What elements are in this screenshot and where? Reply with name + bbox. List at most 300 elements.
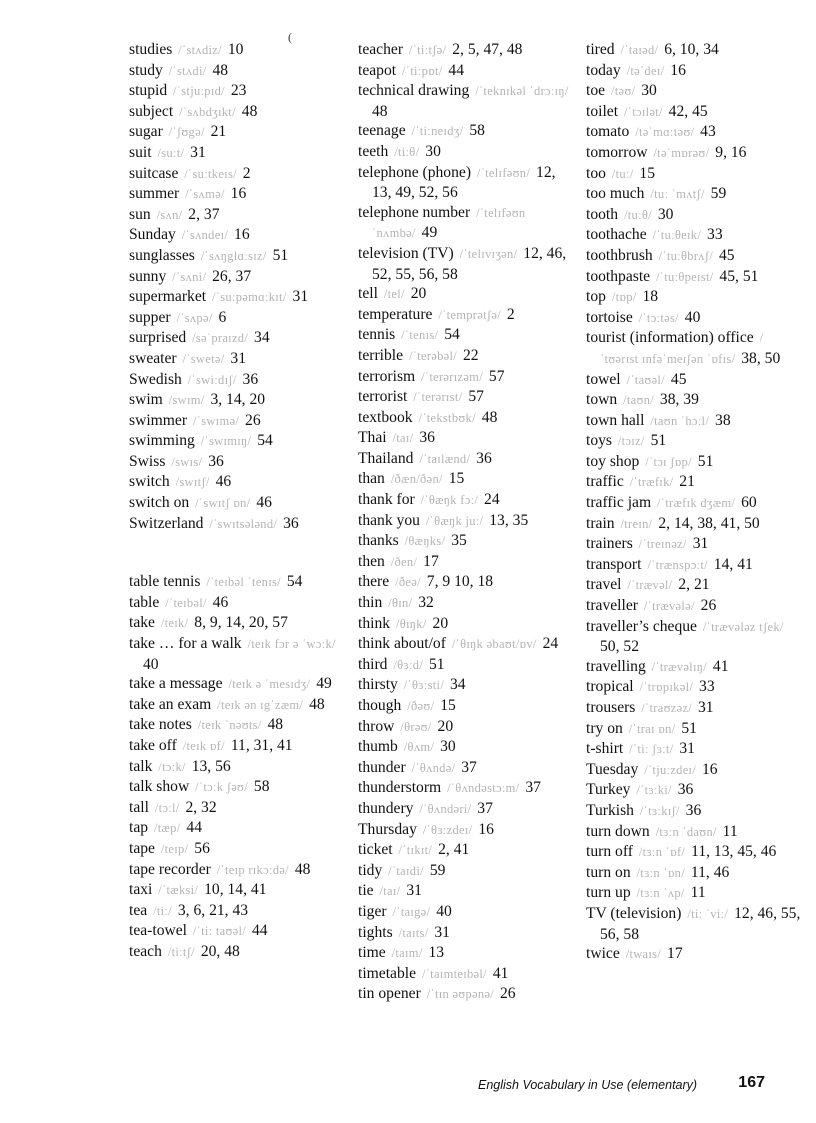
page-refs: 38 (715, 411, 731, 429)
headword: teacher (358, 41, 404, 58)
headword: tomato (586, 123, 630, 141)
headword: sugar (129, 123, 163, 141)
page-refs: 26 (499, 985, 516, 1003)
headword: throw (358, 717, 395, 735)
headword: turn up (586, 884, 631, 902)
pronunciation: /ˈtiːtʃə/ (408, 43, 447, 57)
headword: think about/of (358, 635, 446, 653)
pronunciation: /ˈtuːθeɪk/ (652, 228, 702, 243)
page-refs: 56 (194, 839, 210, 857)
pronunciation: /ˈtʊərɪst ɪnfəˈmeɪʃən ˈɒfɪs/ (600, 331, 764, 366)
headword: tomorrow (586, 143, 648, 161)
pronunciation: /ˈtraʊzəz/ (641, 701, 693, 715)
headword: summer (129, 185, 180, 203)
index-entry (129, 472, 344, 493)
pronunciation: /ˈθɪŋk əbaʊt/ɒv/ (451, 637, 537, 652)
index-entry (129, 921, 344, 942)
page-refs: 10 (227, 41, 244, 58)
pronunciation: /təʊ/ (610, 84, 636, 99)
pronunciation: /tiː ˈviː/ (687, 906, 729, 921)
index-entry (358, 593, 573, 614)
index-entry (129, 901, 344, 922)
page-refs: 49 (421, 224, 438, 242)
page-refs: 17 (667, 945, 683, 963)
page-refs: 37 (477, 799, 493, 817)
page-refs: 54 (286, 573, 303, 591)
index-entry (129, 122, 344, 143)
pronunciation: /ˈtiːpɒt/ (402, 63, 443, 78)
page-refs: 21 (679, 473, 695, 491)
page-refs: 48 (294, 860, 311, 878)
headword: traveller (586, 597, 638, 615)
index-entry (129, 572, 344, 593)
pronunciation: /θrəʊ/ (400, 719, 432, 734)
index-column-3 (586, 40, 801, 965)
page-refs: 30 (641, 82, 657, 100)
pronunciation: /ˈtɔɪ ʃɒp/ (645, 454, 692, 469)
headword: try on (586, 719, 623, 737)
headword: twice (586, 945, 620, 963)
page-refs: 6 (218, 308, 227, 326)
headword: taxi (129, 881, 153, 899)
index-entry (129, 328, 344, 349)
page-refs: 46 (215, 473, 232, 491)
pronunciation: /ˈtɔːk ʃəʊ/ (195, 780, 248, 795)
index-entry (129, 880, 344, 901)
pronunciation: /tɜːn ˈdaʊn/ (655, 824, 717, 839)
headword: trainers (586, 535, 633, 553)
pronunciation: /ˈterəbəl/ (408, 348, 458, 363)
pronunciation: /təˈmɒrəʊ/ (653, 145, 710, 160)
page-refs: 44 (186, 819, 202, 837)
headword: ticket (358, 841, 393, 859)
pronunciation: /θɪn/ (388, 596, 413, 611)
index-entry (358, 531, 573, 552)
index-entry (586, 40, 801, 61)
headword: study (129, 61, 163, 79)
pronunciation: /ˈsʌŋglɑːsɪz/ (200, 248, 267, 263)
headword: tape recorder (129, 860, 211, 878)
index-entry (358, 203, 573, 244)
pronunciation: /tiː/ (153, 903, 172, 918)
index-entry (129, 695, 344, 716)
index-entry (129, 267, 344, 288)
page-refs: 51 (697, 452, 714, 470)
index-entry (586, 143, 801, 164)
index-entry (586, 493, 801, 514)
page-refs: 37 (525, 779, 541, 797)
pronunciation: /ˈtrævəl/ (627, 578, 673, 593)
headword: thank for (358, 491, 415, 509)
pronunciation: /ˈθʌndəri/ (419, 801, 472, 816)
pronunciation: /ˈteɪbəl ˈtenɪs/ (206, 575, 281, 590)
pronunciation: /ˈtɪkɪt/ (398, 843, 433, 858)
headword: tape (129, 839, 155, 857)
index-entry (586, 370, 801, 391)
index-entry (358, 902, 573, 923)
index-entry (358, 511, 573, 532)
headword: suit (129, 143, 152, 161)
index-entry (586, 760, 801, 781)
headword: though (358, 697, 402, 714)
page-refs: 60 (741, 494, 757, 512)
pronunciation: /ˈsʌmə/ (185, 187, 225, 202)
index-entry (586, 677, 801, 698)
index-entry (586, 81, 801, 102)
index-entry (586, 184, 801, 205)
pronunciation: /teɪk ɒf/ (182, 739, 225, 753)
page-refs: 48 (267, 716, 284, 734)
pronunciation: /ˈtɔɪlət/ (623, 104, 663, 119)
page-refs: 48 (309, 695, 325, 713)
page-refs: 2, 41 (438, 841, 470, 859)
page-refs: 16 (702, 760, 718, 778)
page-refs: 37 (461, 758, 477, 776)
index-entry (586, 822, 801, 843)
headword: trousers (586, 699, 636, 716)
index-entry (358, 758, 573, 779)
index-entry (129, 839, 344, 860)
index-entry (129, 715, 344, 736)
page-refs: 16 (670, 61, 686, 79)
index-entry (586, 780, 801, 801)
index-entry (586, 575, 801, 596)
page-refs: 34 (450, 676, 466, 694)
page-refs: 36 (242, 370, 259, 388)
pronunciation: /tɒp/ (611, 290, 637, 305)
stray-mark: ( (288, 30, 292, 44)
headword: sunglasses (129, 246, 195, 264)
headword: studies (129, 41, 173, 58)
index-entry (586, 308, 801, 329)
pronunciation: /ˈtræfɪk/ (629, 475, 674, 490)
index-entry (586, 205, 801, 226)
index-entry (586, 61, 801, 82)
page-refs: 21 (210, 123, 227, 141)
page-refs: 2, 21 (678, 576, 710, 594)
headword: toys (586, 432, 612, 450)
pronunciation: /ˈteɪbəl/ (165, 595, 207, 610)
headword: talk (129, 757, 153, 775)
pronunciation: /ˈsuːpəmɑːkɪt/ (211, 290, 287, 305)
page-refs: 2 (242, 164, 251, 182)
pronunciation: /təˈmɑːtəʊ/ (635, 125, 695, 140)
headword: telephone (phone) (358, 163, 472, 181)
headword: turn off (586, 843, 633, 861)
headword: turn down (586, 822, 650, 840)
index-entry (129, 370, 344, 391)
pronunciation: /ˈθɜːsti/ (403, 678, 445, 693)
pronunciation: /tɔɪz/ (617, 434, 645, 449)
pronunciation: /ˈsʌndeɪ/ (181, 228, 229, 243)
page-refs: 15 (639, 164, 655, 182)
index-entry (358, 614, 573, 635)
pronunciation: /ˈstjuːpɪd/ (173, 84, 225, 99)
pronunciation: /swɪs/ (171, 454, 203, 469)
pronunciation: /teɪk ən ɪgˈzæm/ (217, 697, 304, 712)
pronunciation: /ˈswiːdɪʃ/ (187, 372, 237, 387)
index-entry (358, 81, 573, 121)
page-refs: 45 (670, 370, 687, 388)
pronunciation: /ˈθʌndə/ (411, 760, 456, 775)
page-refs: 43 (700, 123, 716, 141)
headword: then (358, 552, 385, 570)
index-entry (358, 163, 573, 203)
pronunciation: /ˈstʌdiz/ (178, 43, 222, 57)
pronunciation: /teɪk fɔr ə ˈwɔːk/ (247, 637, 336, 652)
pronunciation: /ˈtaɪəd/ (620, 43, 659, 57)
index-entry (358, 449, 573, 470)
index-entry (129, 287, 344, 308)
index-entry (358, 820, 573, 841)
page-refs: 12, 13, 49, 52, 56 (372, 163, 556, 202)
pronunciation: /taɪ/ (392, 431, 414, 446)
page-refs: 44 (448, 61, 465, 79)
index-entry (129, 818, 344, 839)
headword: tiger (358, 902, 387, 920)
headword: swim (129, 391, 163, 409)
index-entry (129, 757, 344, 778)
headword: tall (129, 798, 149, 816)
pronunciation: /teɪp/ (160, 841, 189, 856)
pronunciation: /tɜːn ˈɒn/ (636, 865, 685, 880)
index-entry (129, 40, 344, 61)
page-refs: 59 (429, 861, 446, 879)
headword: thunder (358, 758, 406, 776)
pronunciation: /ˈswɪtsələnd/ (209, 516, 278, 531)
index-entry (358, 367, 573, 388)
headword: tortoise (586, 308, 633, 326)
pronunciation: /ˈtræfɪk dʒæm/ (657, 496, 736, 511)
index-entry (586, 122, 801, 143)
headword: traffic jam (586, 494, 652, 512)
index-entry (586, 596, 801, 617)
index-entry (586, 472, 801, 493)
pronunciation: /ˈtiː taʊəl/ (192, 924, 247, 939)
headword: teach (129, 942, 162, 960)
index-entry (129, 164, 344, 185)
page-refs: 38, 50 (741, 349, 781, 367)
headword: there (358, 573, 390, 591)
pronunciation: /ˈteknɪkəl ˈdrɔːɪŋ/ (475, 84, 569, 99)
pronunciation: /ˈtuːθpeɪst/ (656, 269, 714, 284)
headword: thin (358, 594, 383, 612)
index-entry (586, 617, 801, 657)
index-entry (358, 244, 573, 284)
page-refs: 17 (423, 552, 439, 570)
pronunciation: /ˈtelɪfəʊn/ (476, 165, 531, 180)
index-entry (586, 801, 801, 822)
page-refs: 36 (208, 452, 224, 470)
index-entry (586, 883, 801, 904)
page-refs: 49 (316, 675, 332, 693)
page-refs: 20, 48 (200, 942, 240, 960)
headword: too (586, 164, 606, 182)
headword: television (TV) (358, 244, 454, 262)
headword: Turkish (586, 801, 634, 819)
index-entry (129, 634, 344, 674)
index-entry (129, 777, 344, 798)
index-entry (129, 860, 344, 881)
pronunciation: /ˈtiː ʃɜːt/ (629, 742, 674, 757)
index-entry (358, 572, 573, 593)
page-refs: 2 (506, 305, 515, 323)
headword: timetable (358, 964, 417, 982)
headword: supermarket (129, 288, 207, 306)
page-refs: 33 (707, 226, 723, 244)
index-entry (586, 102, 801, 123)
headword: Swedish (129, 370, 182, 388)
index-entry (358, 840, 573, 861)
page-refs: 31 (230, 349, 247, 367)
headword: toe (586, 82, 606, 100)
page-refs: 23 (230, 82, 247, 100)
index-entry (358, 696, 573, 717)
page-refs: 31 (406, 882, 422, 900)
pronunciation: /ˈswɪtʃ ɒn/ (195, 496, 251, 511)
index-entry (358, 142, 573, 163)
pronunciation: /ˈswetə/ (182, 351, 225, 366)
headword: tie (358, 882, 374, 900)
page-refs: 26 (700, 597, 717, 615)
page-refs: 13 (428, 944, 445, 962)
index-entry (129, 613, 344, 634)
page-refs: 48 (212, 61, 229, 79)
index-entry (129, 225, 344, 246)
page-refs: 30 (440, 738, 456, 756)
headword: town hall (586, 411, 645, 429)
headword: tea-towel (129, 922, 188, 940)
headword: toothbrush (586, 246, 653, 264)
page-refs: 40 (143, 655, 159, 673)
pronunciation: /ˈθʌndəstɔːm/ (447, 781, 520, 796)
pronunciation: /ˈswɪmɪŋ/ (200, 434, 252, 449)
page-refs: 26 (245, 411, 261, 429)
page-refs: 33 (699, 678, 715, 696)
headword: take a message (129, 675, 223, 693)
pronunciation: /tæp/ (153, 821, 181, 836)
index-entry (586, 514, 801, 535)
pronunciation: /ˈtɜːkɪʃ/ (639, 803, 680, 818)
headword: telephone number (358, 203, 471, 221)
index-entry (129, 798, 344, 819)
headword: temperature (358, 305, 433, 323)
pronunciation: /tiːtʃ/ (167, 944, 195, 959)
pronunciation: /θʌm/ (403, 740, 435, 755)
page-refs: 50, 52 (600, 638, 639, 656)
pronunciation: /ˈsʌbdʒɪkt/ (179, 104, 236, 119)
page-refs: 11, 46 (690, 863, 730, 881)
index-entry (129, 81, 344, 102)
pronunciation: /ðen/ (390, 554, 418, 569)
headword: travelling (586, 657, 646, 675)
index-entry (586, 164, 801, 185)
headword: subject (129, 102, 174, 120)
headword: Switzerland (129, 514, 204, 532)
headword: tea (129, 901, 148, 919)
page-refs: 40 (684, 308, 701, 326)
page-refs: 45 (718, 246, 735, 264)
headword: think (358, 614, 391, 632)
page-refs: 48 (372, 102, 388, 120)
headword: terrorism (358, 367, 416, 385)
pronunciation: /tel/ (383, 287, 405, 302)
pronunciation: /ˈtrævələ/ (643, 599, 695, 614)
headword: too much (586, 185, 645, 203)
headword: traffic (586, 473, 624, 491)
headword: towel (586, 370, 621, 388)
page-refs: 16 (230, 185, 247, 203)
page-refs: 54 (444, 326, 460, 344)
pronunciation: /ˈstʌdi/ (168, 63, 207, 78)
pronunciation: /swɪm/ (168, 393, 205, 408)
headword: thunderstorm (358, 779, 442, 797)
index-entry (129, 736, 344, 757)
pronunciation: /ˈtrævələz tʃek/ (702, 619, 784, 634)
headword: travel (586, 576, 622, 594)
pronunciation: /θɜːd/ (393, 657, 424, 672)
page-refs: 31 (190, 143, 206, 161)
page-refs: 11, 31, 41 (230, 737, 293, 754)
headword: tap (129, 819, 149, 837)
index-entry (129, 431, 344, 452)
index-entry (358, 552, 573, 573)
headword: thanks (358, 532, 399, 550)
page-refs: 54 (257, 432, 273, 450)
headword: Thursday (358, 820, 417, 838)
pronunciation: /ðæn/ðən/ (390, 472, 443, 487)
index-entry (129, 61, 344, 82)
pronunciation: /ˈtaɪgə/ (392, 904, 431, 919)
index-entry (586, 411, 801, 432)
book-title: English Vocabulary in Use (elementary) (478, 1078, 698, 1092)
index-entry (358, 984, 573, 1005)
headword: stupid (129, 82, 168, 100)
page-refs: 20 (432, 614, 449, 632)
page-refs: 2, 14, 38, 41, 50 (658, 514, 760, 532)
pronunciation: /tuː ˈmʌtʃ/ (650, 187, 705, 202)
page-refs: 34 (254, 329, 270, 347)
page-refs: 20 (437, 717, 454, 735)
pronunciation: /swɪtʃ/ (175, 475, 210, 490)
pronunciation: /ˈtjuːzdeɪ/ (644, 762, 697, 777)
index-entry (129, 102, 344, 123)
headword: thirsty (358, 676, 398, 694)
headword: traveller’s cheque (586, 617, 697, 635)
headword: toothpaste (586, 267, 651, 285)
page-number: 167 (738, 1074, 765, 1091)
pronunciation: /tɜːn ˈʌp/ (636, 886, 685, 901)
headword: switch on (129, 494, 190, 512)
pronunciation: /tɜːn ˈɒf/ (638, 845, 686, 860)
headword: Thai (358, 429, 387, 447)
page-refs: 48 (481, 408, 498, 426)
headword: Sunday (129, 226, 176, 244)
page-refs: 6, 10, 34 (664, 41, 719, 58)
headword: transport (586, 555, 642, 573)
index-entry (358, 346, 573, 367)
index-entry (358, 655, 573, 676)
page-refs: 8, 9, 14, 20, 57 (194, 614, 288, 632)
page-refs: 15 (448, 470, 465, 488)
index-entry (358, 675, 573, 696)
page-refs: 32 (418, 594, 434, 612)
index-entry (586, 904, 801, 944)
page-refs: 51 (428, 655, 445, 673)
page-refs: 58 (469, 122, 485, 140)
page-refs: 20 (410, 285, 427, 303)
page-refs: 36 (677, 781, 694, 799)
